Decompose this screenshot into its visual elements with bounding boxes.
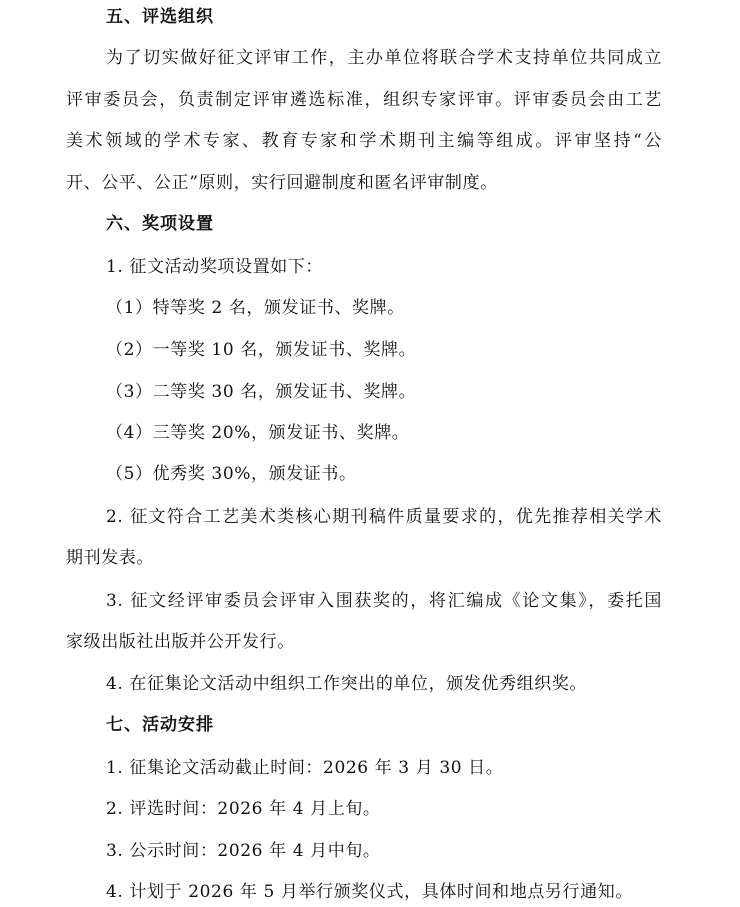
section-heading-5: 五、评选组织 — [106, 7, 214, 27]
item-3-line-2: 家级出版社出版并公开发行。 — [66, 632, 295, 652]
section-heading-7: 七、活动安排 — [106, 715, 214, 735]
item-2-line-1: 2. 征文符合工艺美术类核心期刊稿件质量要求的，优先推荐相关学术 — [106, 507, 662, 527]
item-3-line-1: 3. 征文经评审委员会评审入围获奖的，将汇编成《论文集》，委托国 — [106, 591, 662, 611]
item-2-line-2: 期刊发表。 — [66, 548, 154, 568]
award-item: （2）一等奖 10 名，颁发证书、奖牌。 — [106, 340, 417, 360]
section-5-para-line-3: 美术领域的学术专家、教育专家和学术期刊主编等组成。评审坚持“公 — [66, 131, 662, 151]
award-item: （3）二等奖 30 名，颁发证书、奖牌。 — [106, 382, 417, 402]
section-5-para-line-4: 开、公平、公正”原则，实行回避制度和匿名评审制度。 — [66, 173, 498, 193]
section-5-para-line-1: 为了切实做好征文评审工作，主办单位将联合学术支持单位共同成立 — [106, 48, 662, 68]
award-item: （1）特等奖 2 名，颁发证书、奖牌。 — [106, 298, 405, 318]
item-4: 4. 在征集论文活动中组织工作突出的单位，颁发优秀组织奖。 — [106, 674, 588, 694]
section-5-para-line-2: 评审委员会，负责制定评审遴选标准，组织专家评审。评审委员会由工艺 — [66, 90, 662, 110]
schedule-item: 2. 评选时间：2026 年 4 月上旬。 — [106, 799, 381, 819]
award-item: （4）三等奖 20%，颁发证书、奖牌。 — [106, 423, 410, 443]
schedule-item: 4. 计划于 2026 年 5 月举行颁奖仪式，具体时间和地点另行通知。 — [106, 882, 633, 902]
awards-intro: 1. 征文活动奖项设置如下： — [106, 257, 324, 277]
section-heading-6: 六、奖项设置 — [106, 214, 214, 234]
schedule-item: 1. 征集论文活动截止时间：2026 年 3 月 30 日。 — [106, 758, 504, 778]
award-item: （5）优秀奖 30%，颁发证书。 — [106, 464, 357, 484]
schedule-item: 3. 公示时间：2026 年 4 月中旬。 — [106, 841, 381, 861]
